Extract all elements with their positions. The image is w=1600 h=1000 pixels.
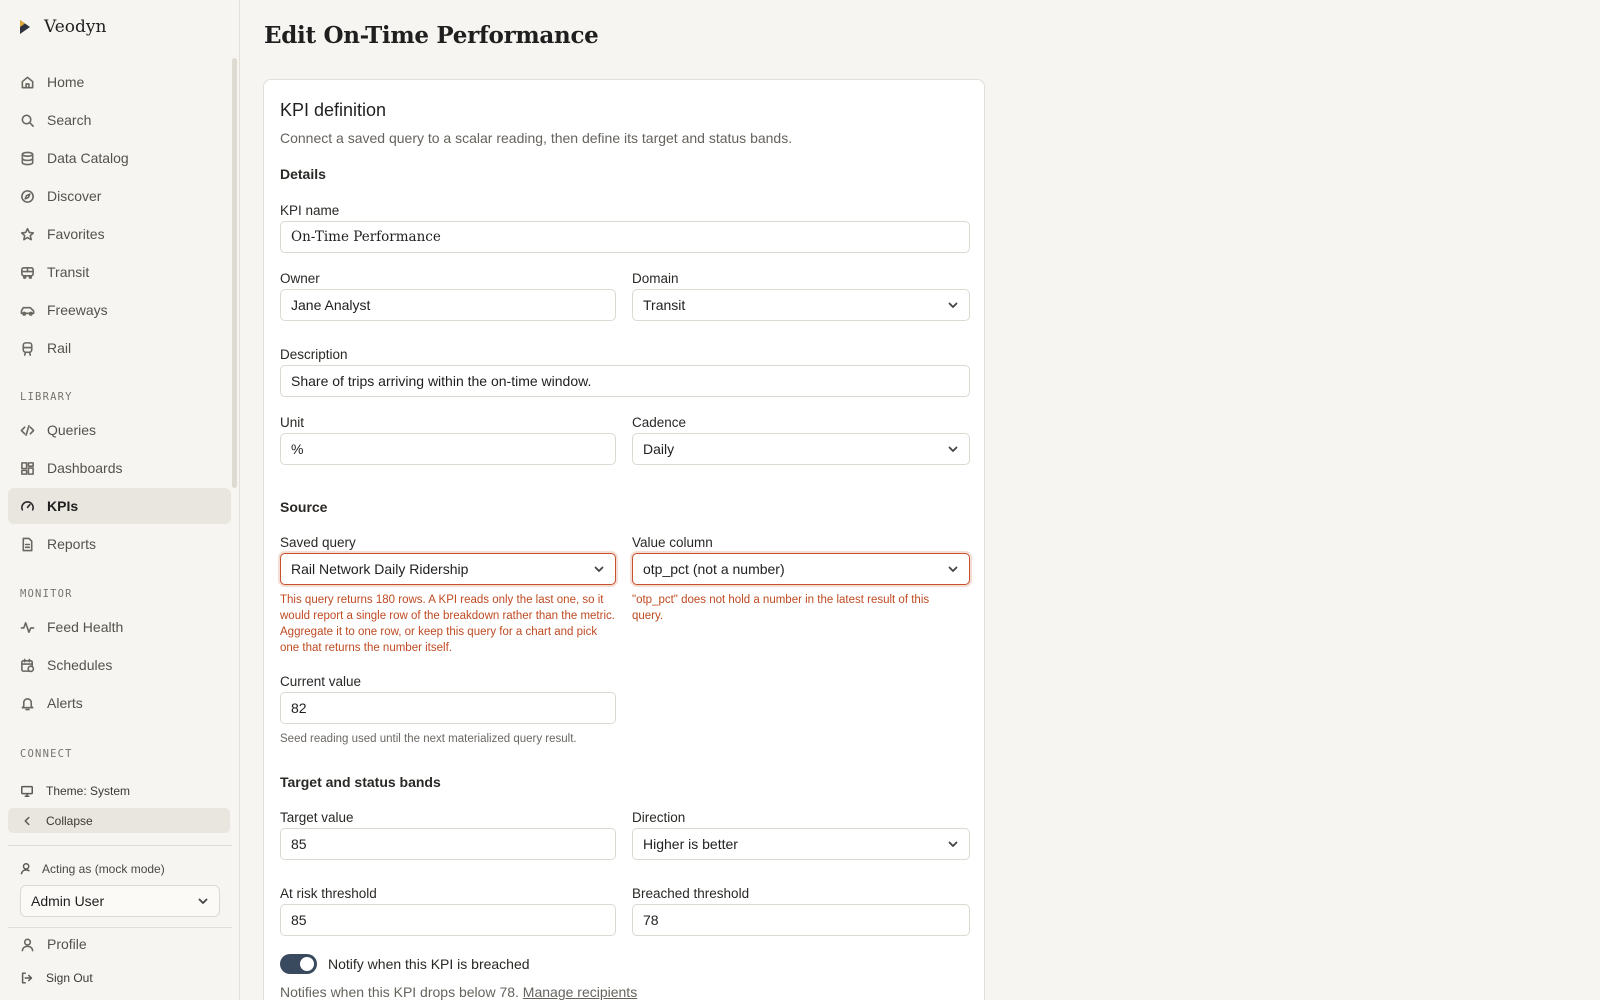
brand[interactable]	[14, 16, 106, 38]
manage-recipients-link[interactable]: Manage recipients	[522, 984, 638, 1000]
star-icon	[20, 227, 35, 242]
bell-icon	[20, 696, 35, 711]
cadence-label: Cadence	[632, 415, 687, 430]
domain-value: Transit	[643, 297, 686, 313]
chevron-down-icon	[947, 563, 959, 575]
sidebar-item-alerts[interactable]	[8, 685, 231, 721]
sidebar-item-home[interactable]	[8, 64, 231, 100]
sidebar-item-reports[interactable]	[8, 526, 231, 562]
sidebar-item-label: Profile	[47, 936, 87, 952]
kpi-name-input[interactable]	[280, 221, 970, 253]
acting-as	[20, 862, 165, 876]
breached-input[interactable]	[632, 904, 970, 936]
sidebar-item-label: Dashboards	[47, 460, 123, 476]
domain-select[interactable]	[632, 289, 970, 321]
description-label: Description	[280, 347, 348, 362]
acting-user-select[interactable]	[20, 885, 220, 917]
section-label-connect: CONNECT	[20, 748, 73, 760]
target-value-input[interactable]	[280, 828, 616, 860]
card-title: KPI definition	[280, 100, 387, 120]
saved-query-select[interactable]	[280, 553, 616, 585]
brand-name: Veodyn	[44, 17, 107, 37]
kpi-definition-card	[263, 79, 985, 1000]
kpi-name-label: KPI name	[280, 203, 340, 218]
sidebar-scrollbar[interactable]	[232, 58, 237, 488]
value-column-label: Value column	[632, 535, 713, 550]
car-icon	[20, 303, 35, 318]
saved-query-error: This query returns 180 rows. A KPI reads only the last one, so it would report a single row of the breakdown rather than the metric. Aggregate it to one row, or keep this query for a chart and pick one that returns the number itself.	[280, 594, 615, 654]
sidebar-item-label: Freeways	[47, 302, 108, 318]
domain-label: Domain	[632, 271, 679, 286]
sidebar-item-label: Rail	[47, 340, 72, 356]
at-risk-input[interactable]	[280, 904, 616, 936]
current-value-input[interactable]	[280, 692, 616, 724]
sidebar-item-label: Home	[47, 74, 85, 90]
current-value-hint: Seed reading used until the next materialized query result.	[280, 733, 577, 745]
sidebar-item-feed-health[interactable]	[8, 609, 231, 645]
sidebar-item-label: Search	[47, 112, 92, 128]
unit-input[interactable]	[280, 433, 616, 465]
notify-text: Notifies when this KPI drops below 78.	[280, 984, 519, 1000]
sidebar-item-label: Alerts	[47, 695, 83, 711]
sidebar-item-favorites[interactable]	[8, 216, 231, 252]
unit-value: %	[291, 441, 304, 457]
current-value-label: Current value	[280, 674, 362, 689]
description-input[interactable]	[280, 365, 970, 397]
sidebar-item-kpis[interactable]	[8, 488, 231, 524]
chevron-down-icon	[947, 838, 959, 850]
sidebar-item-discover[interactable]	[8, 178, 231, 214]
database-icon	[20, 151, 35, 166]
direction-select[interactable]	[632, 828, 970, 860]
compass-icon	[20, 189, 35, 204]
user-icon	[20, 862, 34, 876]
chevron-down-icon	[197, 895, 209, 907]
collapse-label: Collapse	[46, 813, 93, 828]
notify-label: Notify when this KPI is breached	[328, 956, 530, 972]
search-icon	[20, 113, 35, 128]
sidebar-item-label: Queries	[47, 422, 97, 438]
sidebar-item-label: Feed Health	[47, 619, 124, 635]
cadence-select[interactable]	[632, 433, 970, 465]
log-out-icon	[20, 971, 34, 985]
section-label-library: LIBRARY	[20, 391, 73, 403]
details-heading: Details	[280, 166, 326, 182]
notify-toggle[interactable]	[280, 954, 317, 974]
owner-label: Owner	[280, 271, 320, 286]
sidebar-item-label: Reports	[47, 536, 97, 552]
sidebar-item-rail[interactable]	[8, 330, 231, 366]
kpi-name-value: On-Time Performance	[291, 229, 441, 245]
value-column-select[interactable]	[632, 553, 970, 585]
direction-value: Higher is better	[643, 836, 738, 852]
calendar-clock-icon	[20, 658, 35, 673]
current-value-value: 82	[291, 700, 307, 716]
saved-query-label: Saved query	[280, 535, 356, 550]
sidebar-item-label: Discover	[47, 188, 102, 204]
chevron-down-icon	[947, 299, 959, 311]
sidebar	[0, 0, 240, 1000]
sidebar-item-label: Transit	[47, 264, 90, 280]
direction-label: Direction	[632, 810, 686, 825]
sidebar-item-profile[interactable]	[8, 926, 231, 962]
saved-query-value: Rail Network Daily Ridership	[291, 561, 469, 577]
breached-label: Breached threshold	[632, 886, 750, 901]
activity-icon	[20, 620, 35, 635]
page-title: Edit On-Time Performance	[264, 22, 599, 49]
sidebar-item-data-catalog[interactable]	[8, 140, 231, 176]
chevron-down-icon	[947, 443, 959, 455]
target-value-label: Target value	[280, 810, 354, 825]
sidebar-item-transit[interactable]	[8, 254, 231, 290]
cadence-value: Daily	[643, 441, 675, 457]
sidebar-item-schedules[interactable]	[8, 647, 231, 683]
train-icon	[20, 341, 35, 356]
theme-label: Theme: System	[46, 783, 131, 798]
value-column-value: otp_pct (not a number)	[643, 561, 785, 577]
chevron-left-icon	[20, 814, 34, 828]
section-label-monitor: MONITOR	[20, 588, 73, 600]
unit-label: Unit	[280, 415, 305, 430]
veodyn-logo-icon	[14, 16, 36, 38]
chevron-down-icon	[593, 563, 605, 575]
sidebar-item-label: Data Catalog	[47, 150, 129, 166]
card-subtitle: Connect a saved query to a scalar reading, then define its target and status bands.	[280, 130, 793, 146]
target-heading: Target and status bands	[280, 774, 441, 790]
home-icon	[20, 75, 35, 90]
sidebar-item-freeways[interactable]	[8, 292, 231, 328]
sidebar-item-label: KPIs	[47, 498, 79, 514]
breached-value: 78	[643, 912, 659, 928]
at-risk-value: 85	[291, 912, 307, 928]
sidebar-item-dashboards[interactable]	[8, 450, 231, 486]
collapse-button[interactable]	[8, 808, 230, 833]
monitor-icon	[20, 784, 34, 798]
toggle-knob	[300, 957, 314, 971]
file-icon	[20, 537, 35, 552]
grid-icon	[20, 461, 35, 476]
sidebar-divider	[8, 845, 232, 846]
code-icon	[20, 423, 35, 438]
gauge-icon	[20, 499, 35, 514]
owner-value: Jane Analyst	[291, 297, 371, 313]
bus-icon	[20, 265, 35, 280]
at-risk-label: At risk threshold	[280, 886, 377, 901]
acting-user-value: Admin User	[31, 893, 105, 909]
notify-description	[280, 984, 637, 1000]
sidebar-item-search[interactable]	[8, 102, 231, 138]
sidebar-item-label: Favorites	[47, 226, 105, 242]
source-heading: Source	[280, 499, 328, 515]
value-column-error: "otp_pct" does not hold a number in the latest result of this query.	[632, 594, 930, 622]
sign-out-label: Sign Out	[46, 970, 93, 985]
sign-out-button[interactable]	[8, 965, 230, 990]
user-circle-icon	[20, 937, 35, 952]
sidebar-item-label: Schedules	[47, 657, 113, 673]
description-value: Share of trips arriving within the on-time window.	[291, 373, 592, 389]
theme-toggle[interactable]	[8, 778, 230, 803]
sidebar-item-queries[interactable]	[8, 412, 231, 448]
acting-label: Acting as (mock mode)	[42, 862, 165, 876]
owner-input[interactable]	[280, 289, 616, 321]
target-value-value: 85	[291, 836, 307, 852]
